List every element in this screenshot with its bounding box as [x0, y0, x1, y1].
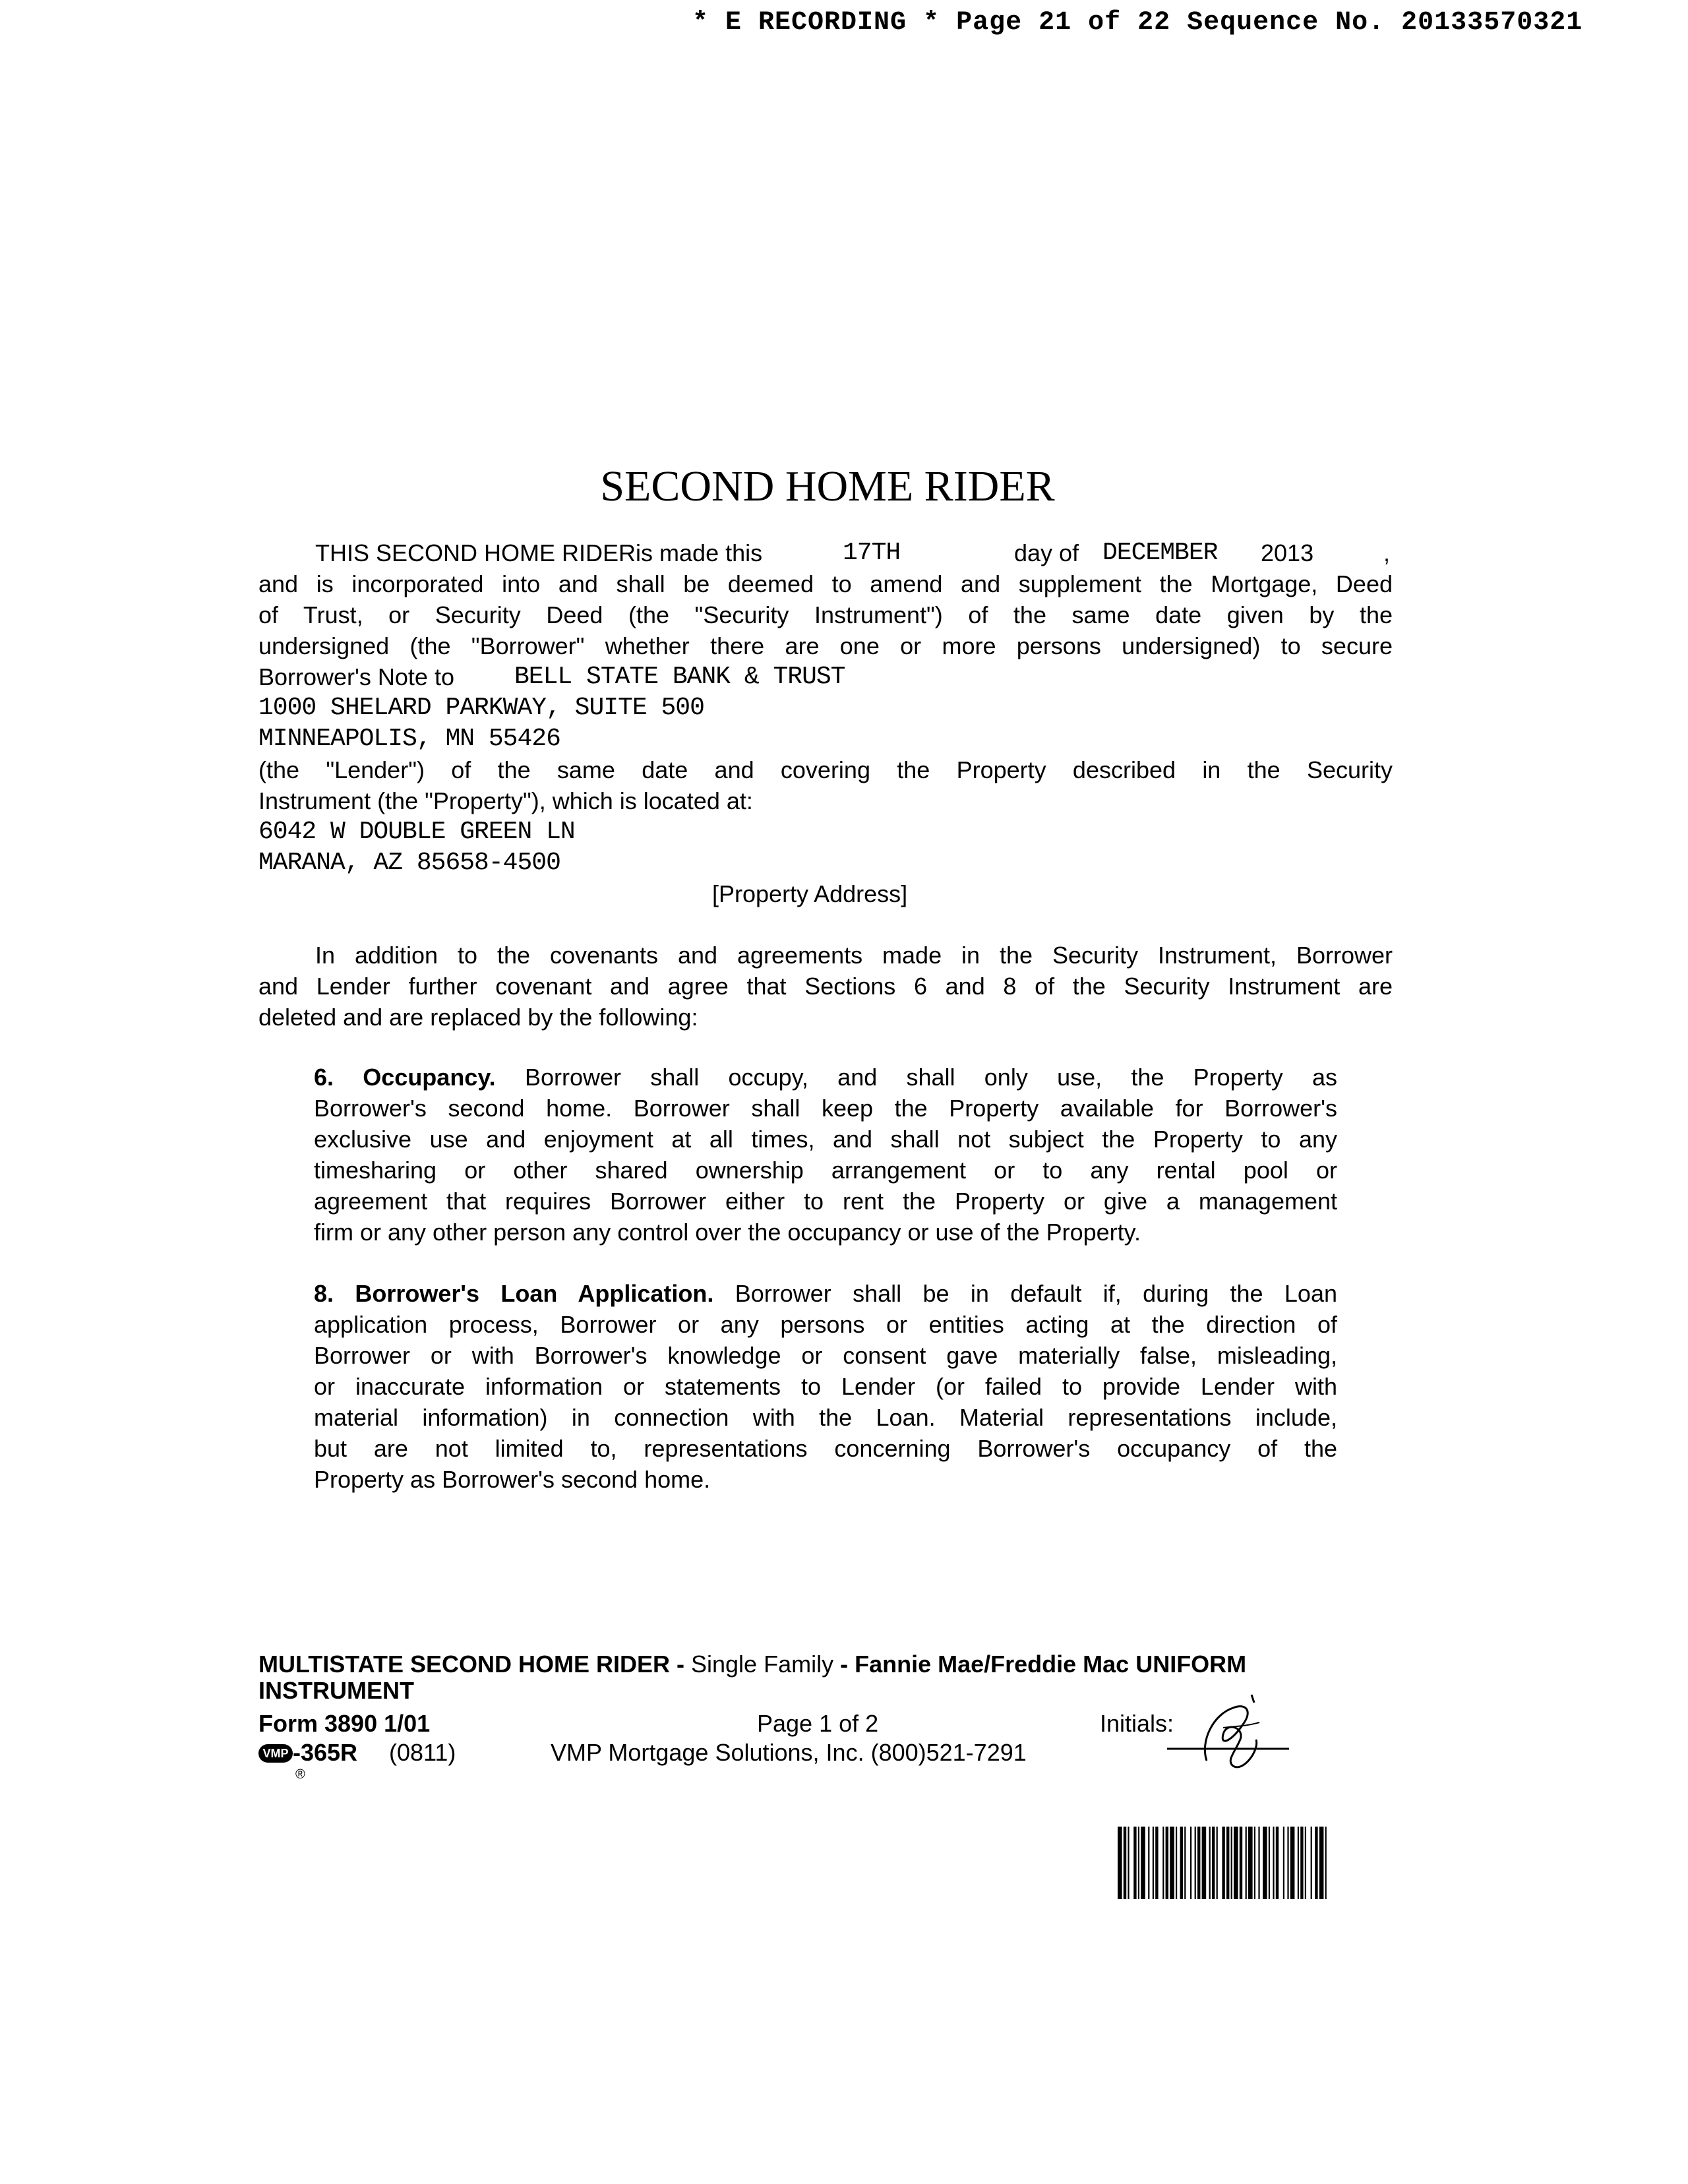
- section-8-line-3: Borrower or with Borrower's knowledge or consent gave materially false, misleading,: [314, 1342, 1337, 1369]
- section-8-line-7: Property as Borrower's second home.: [314, 1466, 711, 1493]
- barcode-bar: [1319, 1827, 1324, 1899]
- section-8-line-1: [314, 1278, 1337, 1309]
- barcode-bar: [1148, 1827, 1149, 1899]
- section-8-line-2: application process, Borrower or any persons or entities acting at the direction of: [314, 1311, 1337, 1338]
- barcode-bar: [1273, 1827, 1274, 1899]
- intro-month: DECEMBER: [1102, 539, 1218, 567]
- section-8-line-1-text: Borrower shall be in default if, during the Loan: [735, 1280, 1337, 1307]
- property-address-label: [Property Address]: [712, 880, 908, 907]
- barcode-bar: [1240, 1827, 1242, 1899]
- barcode-bar: [1298, 1827, 1299, 1899]
- intro-year: 2013: [1261, 539, 1314, 566]
- vendor-info: VMP Mortgage Solutions, Inc. (800)521-7291: [551, 1739, 1027, 1766]
- intro-day: 17TH: [843, 539, 901, 567]
- barcode-bar: [1311, 1827, 1312, 1899]
- barcode-bar: [1138, 1827, 1139, 1899]
- intro-comma: ,: [1383, 539, 1391, 566]
- intro-located-line: Instrument (the "Property"), which is located at:: [258, 787, 753, 814]
- section-6-line-6: firm or any other person any control over the occupancy or use of the Property.: [314, 1219, 1141, 1246]
- form-title-end: - Fannie Mae/Freddie Mac UNIFORM: [840, 1651, 1247, 1678]
- section-6-line-5: agreement that requires Borrower either to rent the Property or give a management: [314, 1188, 1337, 1215]
- intro-line-3: of Trust, or Security Deed (the "Security Instrument") of the same date given by the: [258, 601, 1393, 628]
- covenant-line-1: In addition to the covenants and agreements made in the Security Instrument, Borrower: [315, 942, 1393, 969]
- barcode-bar: [1283, 1827, 1284, 1899]
- barcode-bar: [1258, 1827, 1259, 1899]
- barcode-bar: [1153, 1827, 1154, 1899]
- section-6-line-1: [314, 1062, 1337, 1093]
- lender-address-1: 1000 SHELARD PARKWAY, SUITE 500: [258, 694, 704, 722]
- barcode-bar: [1305, 1827, 1306, 1899]
- page-number: Page 1 of 2: [757, 1710, 879, 1737]
- section-6-line-4: timesharing or other shared ownership arrangement or to any rental pool or: [314, 1157, 1337, 1184]
- barcode-bar: [1202, 1827, 1207, 1899]
- barcode-bar: [1234, 1827, 1238, 1899]
- intro-day-of: day of: [1014, 539, 1079, 566]
- barcode-bar: [1263, 1827, 1267, 1899]
- section-6-line-2: Borrower's second home. Borrower shall keep the Property available for Borrower's: [314, 1095, 1337, 1122]
- form-number: Form 3890 1/01: [258, 1710, 431, 1737]
- vmp-code-date: (0811): [389, 1739, 456, 1766]
- barcode-bar: [1124, 1827, 1126, 1899]
- intro-made-prefix: THIS SECOND HOME RIDERis made this: [315, 539, 763, 566]
- registered-mark: ®: [295, 1767, 305, 1782]
- barcode-bar: [1325, 1827, 1327, 1899]
- section-8-line-6: but are not limited to, representations concerning Borrower's occupancy of the: [314, 1435, 1337, 1462]
- barcode-bar: [1209, 1827, 1211, 1899]
- barcode-bar: [1180, 1827, 1183, 1899]
- recording-header: * E RECORDING * Page 21 of 22 Sequence No. 20133570321: [692, 8, 1583, 38]
- property-address-2: MARANA, AZ 85658-4500: [258, 849, 560, 877]
- barcode-bar: [1170, 1827, 1174, 1899]
- barcode-bar: [1128, 1827, 1129, 1899]
- barcode-bar: [1246, 1827, 1247, 1899]
- barcode-bar: [1212, 1827, 1215, 1899]
- barcode-bar: [1276, 1827, 1279, 1899]
- section-6-heading: 6. Occupancy.: [314, 1064, 496, 1091]
- covenant-line-2: and Lender further covenant and agree that Sections 6 and 8 of the Security Instrument are: [258, 973, 1393, 1000]
- section-8-line-5: material information) in connection with the Loan. Material representations include,: [314, 1404, 1337, 1431]
- barcode-image: [1118, 1827, 1395, 1899]
- form-title-bold: MULTISTATE SECOND HOME RIDER -: [258, 1651, 684, 1678]
- covenant-line-3: deleted and are replaced by the following:: [258, 1004, 698, 1031]
- intro-lender-line: (the "Lender") of the same date and covering the Property described in the Security: [258, 756, 1393, 783]
- initials-signature: [1160, 1688, 1292, 1780]
- barcode-bar: [1231, 1827, 1232, 1899]
- barcode-bar: [1217, 1827, 1218, 1899]
- barcode-bar: [1315, 1827, 1317, 1899]
- barcode-bar: [1197, 1827, 1200, 1899]
- vmp-code: -365R: [293, 1739, 358, 1766]
- barcode-bar: [1226, 1827, 1229, 1899]
- barcode: [1118, 1827, 1395, 1899]
- barcode-bar: [1166, 1827, 1168, 1899]
- barcode-bar: [1195, 1827, 1196, 1899]
- initials-label: Initials:: [1100, 1710, 1174, 1737]
- intro-note-to: Borrower's Note to: [258, 663, 454, 690]
- property-address-1: 6042 W DOUBLE GREEN LN: [258, 818, 575, 846]
- barcode-bar: [1118, 1827, 1122, 1899]
- vmp-logo-icon: VMP: [258, 1744, 293, 1763]
- barcode-bar: [1248, 1827, 1253, 1899]
- barcode-bar: [1269, 1827, 1270, 1899]
- intro-line-4: undersigned (the "Borrower" whether there are one or more persons undersigned) to secure: [258, 632, 1393, 659]
- barcode-bar: [1287, 1827, 1288, 1899]
- barcode-bar: [1254, 1827, 1255, 1899]
- page-title: SECOND HOME RIDER: [600, 462, 1055, 510]
- barcode-bar: [1300, 1827, 1303, 1899]
- section-8-heading: 8. Borrower's Loan Application.: [314, 1280, 714, 1307]
- lender-name: BELL STATE BANK & TRUST: [514, 663, 845, 691]
- form-title-mid: Single Family: [691, 1651, 834, 1678]
- barcode-bar: [1190, 1827, 1191, 1899]
- section-8-line-4: or inaccurate information or statements to Lender (or failed to provide Lender with: [314, 1373, 1337, 1400]
- lender-address-2: MINNEAPOLIS, MN 55426: [258, 725, 560, 753]
- barcode-bar: [1290, 1827, 1295, 1899]
- barcode-bar: [1162, 1827, 1164, 1899]
- barcode-bar: [1222, 1827, 1224, 1899]
- barcode-bar: [1184, 1827, 1186, 1899]
- form-title-line-2: INSTRUMENT: [258, 1677, 414, 1704]
- barcode-bar: [1141, 1827, 1145, 1899]
- barcode-bar: [1176, 1827, 1177, 1899]
- section-6-line-1-text: Borrower shall occupy, and shall only use, the Property as: [524, 1064, 1337, 1091]
- barcode-bar: [1155, 1827, 1158, 1899]
- section-6-line-3: exclusive use and enjoyment at all times, and shall not subject the Property to any: [314, 1126, 1337, 1153]
- barcode-bar: [1133, 1827, 1136, 1899]
- intro-line-2: and is incorporated into and shall be deemed to amend and supplement the Mortgage, Deed: [258, 570, 1393, 597]
